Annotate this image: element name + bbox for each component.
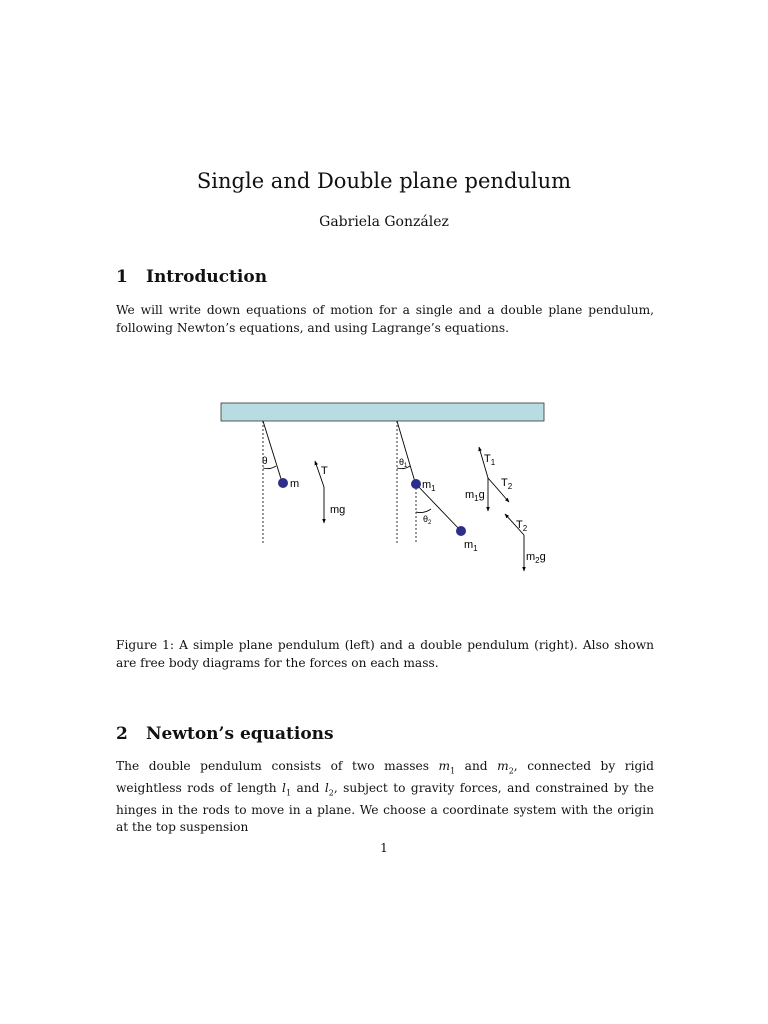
page-number: 1 (380, 841, 388, 855)
mass-m2 (456, 526, 466, 536)
theta2-angle-arc (416, 509, 431, 513)
pendulum-rod (263, 421, 282, 482)
theta-label: θ (262, 456, 268, 467)
theta2-label: $\theta_2$ (423, 514, 432, 526)
t2-label-lower: $T_2$ (516, 519, 528, 533)
mass-m-label: m (290, 478, 300, 490)
gravity-label: mg (330, 504, 346, 516)
section-number: 1 (116, 267, 128, 287)
mass-m1 (411, 479, 421, 489)
intro-paragraph: We will write down equations of motion for a single and a double plane pendulum, following Newton’s equations, and using Lagrange’s equations. (116, 303, 654, 335)
t2-label-upper: $T_2$ (501, 477, 513, 491)
figure-caption: Figure 1: A simple plane pendulum (left) and a double pendulum (right). Also shown are free body diagrams for the forces on each mass. (116, 638, 654, 670)
support-beam (221, 403, 544, 421)
mass-m (278, 478, 288, 488)
section-heading-newtons-equations (116, 723, 334, 745)
mass-m2-label: $m_1$ (464, 539, 478, 553)
mass-m1-label: $m_1$ (422, 479, 436, 493)
section-number: 2 (116, 724, 128, 744)
paper-title: Single and Double plane pendulum (196, 169, 572, 193)
m1g-label: $m_1g$ (465, 489, 485, 503)
tension-label: T (321, 465, 328, 477)
paper-author: Gabriela González (319, 214, 449, 230)
m2g-label: $m_2g$ (526, 551, 546, 565)
newton-paragraph: The double pendulum consists of two masses $m_1$ and $m_2$, connected by rigid weightless rods of length $l_1$ and $l_2$, subject to gravity forces, and constrained by the hinges in the rods to move in a plane. We choose a coordinate system with the origin at the top suspension (116, 759, 654, 835)
theta1-label: $\theta_1$ (399, 457, 408, 469)
upper-rod (397, 421, 415, 482)
section-title: Introduction (146, 267, 268, 287)
section-title: Newton’s equations (146, 724, 334, 744)
t1-label: $T_1$ (484, 453, 496, 467)
